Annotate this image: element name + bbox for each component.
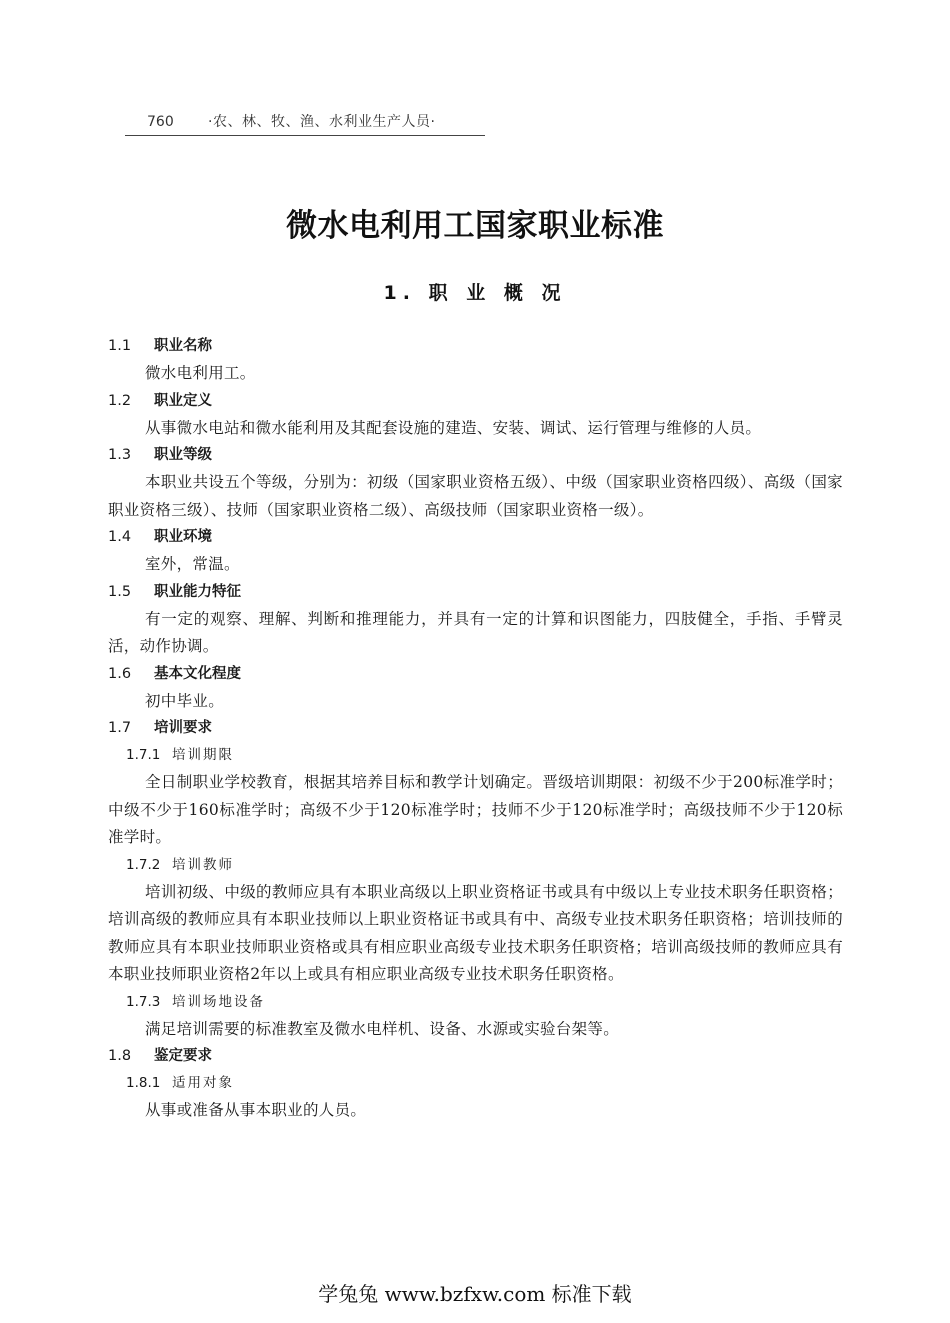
section-heading: 1.1 职业名称 (108, 338, 212, 354)
section-paragraph: 本职业共设五个等级，分别为：初级（国家职业资格五级）、中级（国家职业资格四级）、高级（国家职业资格三级）、技师（国家职业资格二级）、高级技师（国家职业资格一级）。 (108, 473, 843, 519)
section-heading: 1.7 培训要求 (108, 720, 212, 736)
section-paragraph: 从事微水电站和微水能利用及其配套设施的建造、安装、调试、运行管理与维修的人员。 (145, 418, 762, 437)
subsection-heading: 1.7.3 培训场地设备 (126, 993, 265, 1010)
subsection-heading: 1.8.1 适用对象 (126, 1075, 234, 1091)
subsection-paragraph: 满足培训需要的标准教室及微水电样机、设备、水源或实验台架等。 (145, 1019, 620, 1038)
page-number: 760 (147, 114, 174, 130)
section-heading: 1.8 鉴定要求 (108, 1048, 212, 1064)
subsection-paragraph: 从事或准备从事本职业的人员。 (145, 1101, 367, 1119)
document-body (108, 333, 843, 1125)
section-heading: 1.4 职业环境 (108, 529, 212, 545)
section-heading: 1.6 基本文化程度 (108, 665, 241, 682)
header-section-title: ·农、林、牧、渔、水利业生产人员· (208, 114, 436, 130)
subsection-heading: 1.7.2 培训教师 (126, 856, 234, 873)
subsection-paragraph: 培训初级、中级的教师应具有本职业高级以上职业资格证书或具有中级以上专业技术职务任职资格；培训高级的教师应具有本职业技师以上职业资格证书或具有中、高级专业技术职务任职资格；培训技师的教师应具有本职业技师职业资格或具有相应职业高级专业技术职务任职资格；培训高级技师的教师应具有本职业技师职业资格2年以上或具有相应职业高级专业技术职务任职资格。 (108, 882, 843, 983)
running-header (125, 111, 485, 136)
document-title: 微水电利用工国家职业标准 (286, 208, 664, 244)
section-heading: 1.2 职业定义 (108, 392, 212, 409)
section-paragraph: 初中毕业。 (145, 691, 225, 710)
subsection-paragraph: 全日制职业学校教育，根据其培养目标和教学计划确定。晋级培训期限：初级不少于200标准学时；中级不少于160标准学时；高级不少于120标准学时；技师不少于120标准学时；高级技师不少于120标准学时。 (108, 773, 843, 846)
section-heading: 1.5 职业能力特征 (108, 583, 241, 600)
subsection-heading: 1.7.1 培训期限 (126, 747, 234, 763)
section-heading: 1.3 职业等级 (108, 447, 212, 463)
section-paragraph: 有一定的观察、理解、判断和推理能力，并具有一定的计算和识图能力，四肢健全，手指、手臂灵活，动作协调。 (108, 609, 843, 655)
footer-watermark: 学兔兔 www.bzfxw.com 标准下载 (318, 1282, 632, 1306)
section-paragraph: 微水电利用工。 (145, 364, 256, 382)
section-paragraph: 室外，常温。 (145, 555, 240, 573)
chapter-title: 1. 职 业 概 况 (383, 282, 567, 304)
